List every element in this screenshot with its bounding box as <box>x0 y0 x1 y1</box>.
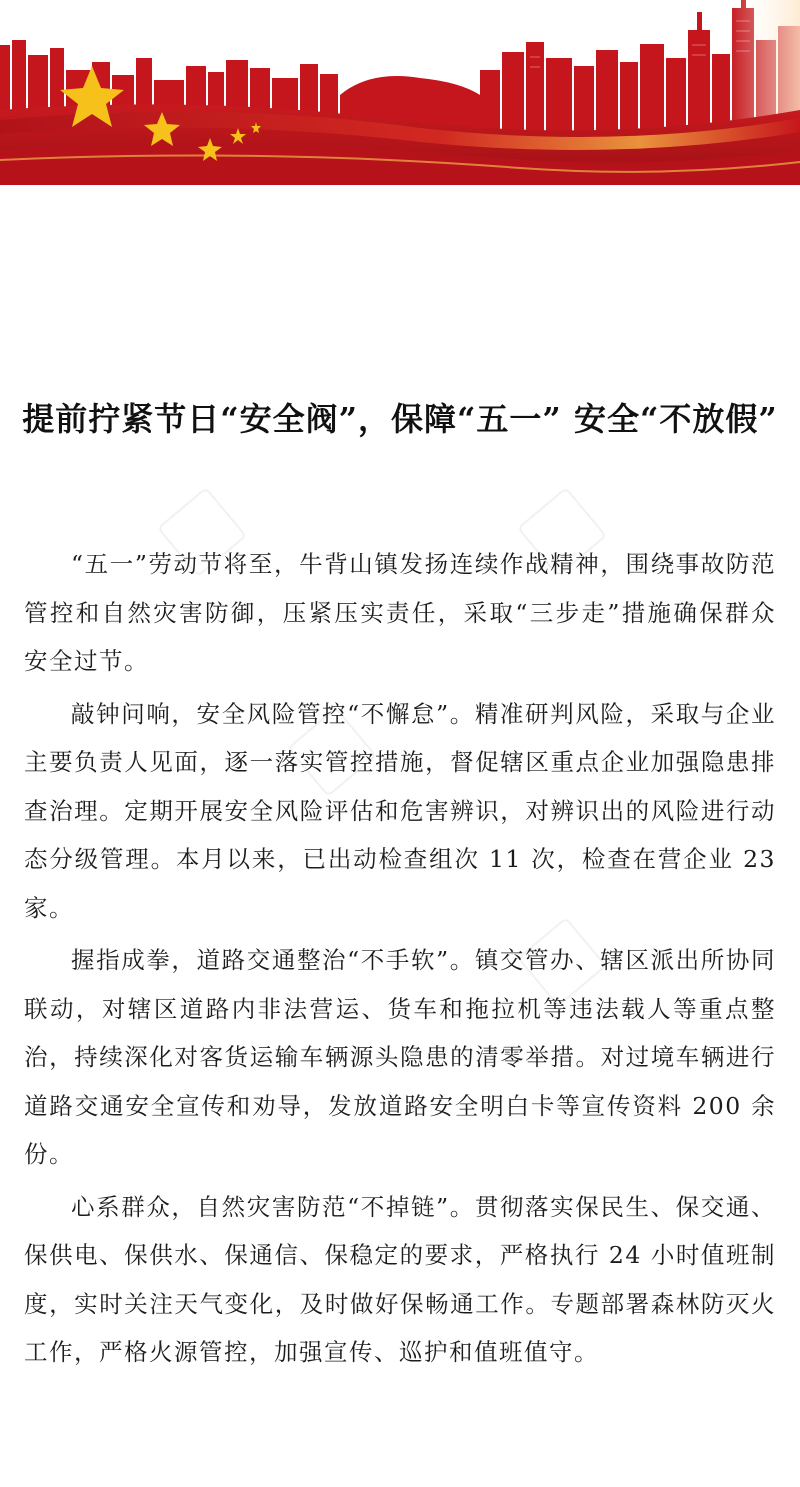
header-banner <box>0 0 800 185</box>
city-skyline-banner <box>0 0 800 185</box>
paragraph-traffic: 握指成拳，道路交通整治“不手软”。镇交管办、辖区派出所协同联动，对辖区道路内非法营运、货车和拖拉机等违法载人等重点整治，持续深化对客货运输车辆源头隐患的清零举措。对过境车辆进行道路交通安全宣传和劝导，发放道路安全明白卡等宣传资料 200 余份。 <box>24 946 776 1168</box>
article-body <box>24 540 776 1381</box>
paragraph-risk-control: 敲钟问响，安全风险管控“不懈怠”。精准研判风险，采取与企业主要负责人见面，逐一落实管控措施，督促辖区重点企业加强隐患排查治理。定期开展安全风险评估和危害辨识，对辨识出的风险进行动态分级管理。本月以来，已出动检查组次 11 次，检查在营企业 23 家。 <box>24 699 776 922</box>
article-title: 提前拧紧节日“安全阀”，保障“五一” 安全“不放假” <box>22 400 778 438</box>
paragraph-intro: “五一”劳动节将至，牛背山镇发扬连续作战精神，围绕事故防范管控和自然灾害防御，压紧压实责任，采取“三步走”措施确保群众安全过节。 <box>24 550 776 675</box>
paragraph-disaster: 心系群众，自然灾害防范“不掉链”。贯彻落实保民生、保交通、保供电、保供水、保通信、保稳定的要求，严格执行 24 小时值班制度，实时关注天气变化，及时做好保畅通工作。专题部署森林防灭火工作，严格火源管控，加强宣传、巡护和值班值守。 <box>24 1192 776 1366</box>
